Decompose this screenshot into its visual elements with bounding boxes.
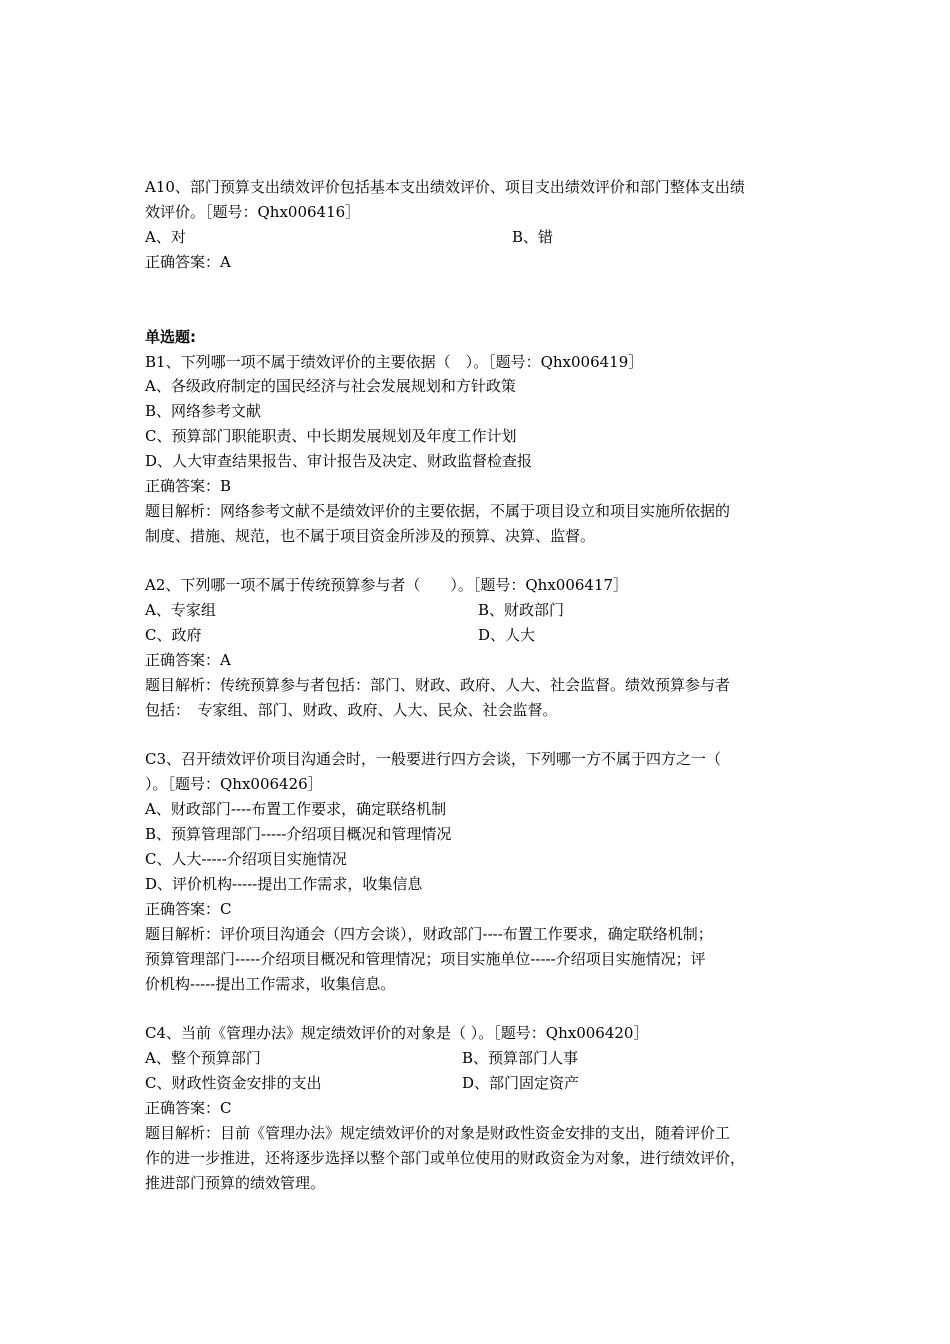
- question-a10-option-a: A、对: [145, 228, 186, 246]
- question-b1-analysis-line1: 题目解析：网络参考文献不是绩效评价的主要依据，不属于项目设立和项目实施所依据的: [145, 502, 731, 520]
- question-a2-answer: 正确答案：A: [145, 651, 231, 669]
- question-a2-option-d: D、人大: [478, 626, 536, 644]
- question-c4-option-c: C、财政性资金安排的支出: [145, 1074, 322, 1092]
- question-b1-answer: 正确答案：B: [145, 477, 232, 495]
- question-c3-option-a: A、财政部门----布置工作要求，确定联络机制: [145, 800, 447, 818]
- question-b1-option-a: A、各级政府制定的国民经济与社会发展规划和方针政策: [145, 377, 516, 395]
- question-c4-option-a: A、整个预算部门: [145, 1049, 261, 1067]
- question-c4-analysis-line2: 作的进一步推进，还将逐步选择以整个部门或单位使用的财政资金为对象，进行绩效评价，: [145, 1149, 746, 1167]
- question-a2-option-c: C、政府: [145, 626, 202, 644]
- question-c3-analysis-line1: 题目解析：评价项目沟通会（四方会谈），财政部门----布置工作要求，确定联络机制；: [145, 925, 713, 943]
- question-b1-option-b: B、网络参考文献: [145, 402, 262, 420]
- question-c3-analysis-line3: 价机构-----提出工作需求，收集信息。: [145, 975, 396, 993]
- question-a10-answer: 正确答案：A: [145, 253, 231, 271]
- question-c4-option-d: D、部门固定资产: [462, 1074, 580, 1092]
- question-a10-stem-line1: A10、部门预算支出绩效评价包括基本支出绩效评价、项目支出绩效评价和部门整体支出绩: [145, 178, 745, 196]
- question-b1-option-c: C、预算部门职能职责、中长期发展规划及年度工作计划: [145, 427, 517, 445]
- question-a10-stem-line2: 效评价。［题号：Qhx006416］: [145, 203, 361, 221]
- question-c3-analysis-line2: 预算管理部门-----介绍项目概况和管理情况；项目实施单位-----介绍项目实施情况；评: [145, 950, 706, 968]
- question-b1-option-d: D、人大审查结果报告、审计报告及决定、财政监督检查报: [145, 452, 533, 470]
- question-b1-stem: B1、下列哪一项不属于绩效评价的主要依据（ ）。［题号：Qhx006419］: [145, 353, 644, 371]
- question-c4-analysis-line3: 推进部门预算的绩效管理。: [145, 1174, 326, 1192]
- question-a2-option-a: A、专家组: [145, 601, 216, 619]
- question-c3-answer: 正确答案：C: [145, 900, 232, 918]
- question-c4-analysis-line1: 题目解析：目前《管理办法》规定绩效评价的对象是财政性资金安排的支出，随着评价工: [145, 1124, 731, 1142]
- section-title: 单选题:: [145, 328, 196, 346]
- question-c3-option-b: B、预算管理部门-----介绍项目概况和管理情况: [145, 825, 452, 843]
- question-c3-stem-line1: C3、召开绩效评价项目沟通会时，一般要进行四方会谈，下列哪一方不属于四方之一（: [145, 750, 722, 768]
- question-c4-stem: C4、当前《管理办法》规定绩效评价的对象是（ ）。［题号：Qhx006420］: [145, 1024, 649, 1042]
- question-a2-analysis-line1: 题目解析：传统预算参与者包括：部门、财政、政府、人大、社会监督。绩效预算参与者: [145, 676, 731, 694]
- question-c3-option-c: C、人大-----介绍项目实施情况: [145, 850, 347, 868]
- question-a10-option-b: B、错: [512, 228, 554, 246]
- question-a2-option-b: B、财政部门: [478, 601, 565, 619]
- question-c4-option-b: B、预算部门人事: [462, 1049, 579, 1067]
- question-a2-analysis-line2: 包括： 专家组、部门、财政、政府、人大、民众、社会监督。: [145, 701, 558, 719]
- question-c4-answer: 正确答案：C: [145, 1099, 232, 1117]
- question-b1-analysis-line2: 制度、措施、规范，也不属于项目资金所涉及的预算、决算、监督。: [145, 527, 596, 545]
- question-a2-stem: A2、下列哪一项不属于传统预算参与者（ ）。［题号：Qhx006417］: [145, 576, 629, 594]
- question-c3-option-d: D、评价机构-----提出工作需求，收集信息: [145, 875, 423, 893]
- question-c3-stem-line2: ）。［题号：Qhx006426］: [145, 775, 323, 793]
